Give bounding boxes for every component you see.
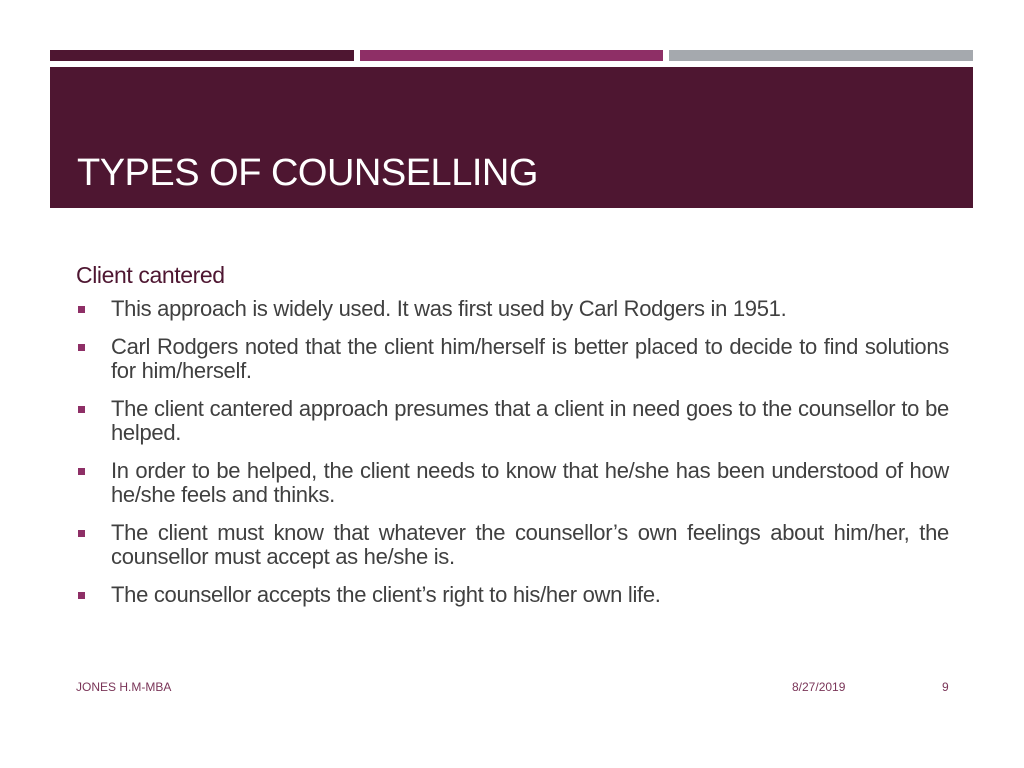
square-bullet-icon xyxy=(78,406,85,413)
bullet-item xyxy=(76,397,949,445)
square-bullet-icon xyxy=(78,592,85,599)
bullet-item xyxy=(76,297,949,321)
bullet-item xyxy=(76,335,949,383)
bullet-item xyxy=(76,521,949,569)
bullet-item xyxy=(76,583,949,607)
bullet-text: Carl Rodgers noted that the client him/herself is better placed to decide to find solutions for him/herself. xyxy=(111,334,949,384)
accent-bar-magenta xyxy=(360,50,663,61)
square-bullet-icon xyxy=(78,306,85,313)
square-bullet-icon xyxy=(78,530,85,537)
bullet-text: The counsellor accepts the client’s right to his/her own life. xyxy=(111,582,661,608)
footer-author: JONES H.M-MBA xyxy=(76,680,172,694)
bullet-text: The client must know that whatever the counsellor’s own feelings about him/her, the counsellor must accept as he/she is. xyxy=(111,520,949,570)
bullet-text: In order to be helped, the client needs to know that he/she has been understood of how he/she feels and thinks. xyxy=(111,458,949,508)
slide-content xyxy=(76,262,949,621)
square-bullet-icon xyxy=(78,344,85,351)
bullet-text: The client cantered approach presumes that a client in need goes to the counsellor to be helped. xyxy=(111,396,949,446)
footer-page-number: 9 xyxy=(942,680,949,694)
accent-bar-gray xyxy=(669,50,973,61)
bullet-text: This approach is widely used. It was first used by Carl Rodgers in 1951. xyxy=(111,296,787,322)
title-banner xyxy=(50,67,973,208)
footer-date: 8/27/2019 xyxy=(792,680,846,694)
accent-bar-dark xyxy=(50,50,354,61)
section-heading: Client cantered xyxy=(76,262,225,288)
square-bullet-icon xyxy=(78,468,85,475)
bullet-list xyxy=(76,297,949,607)
bullet-item xyxy=(76,459,949,507)
slide-title: TYPES OF COUNSELLING xyxy=(77,152,538,194)
